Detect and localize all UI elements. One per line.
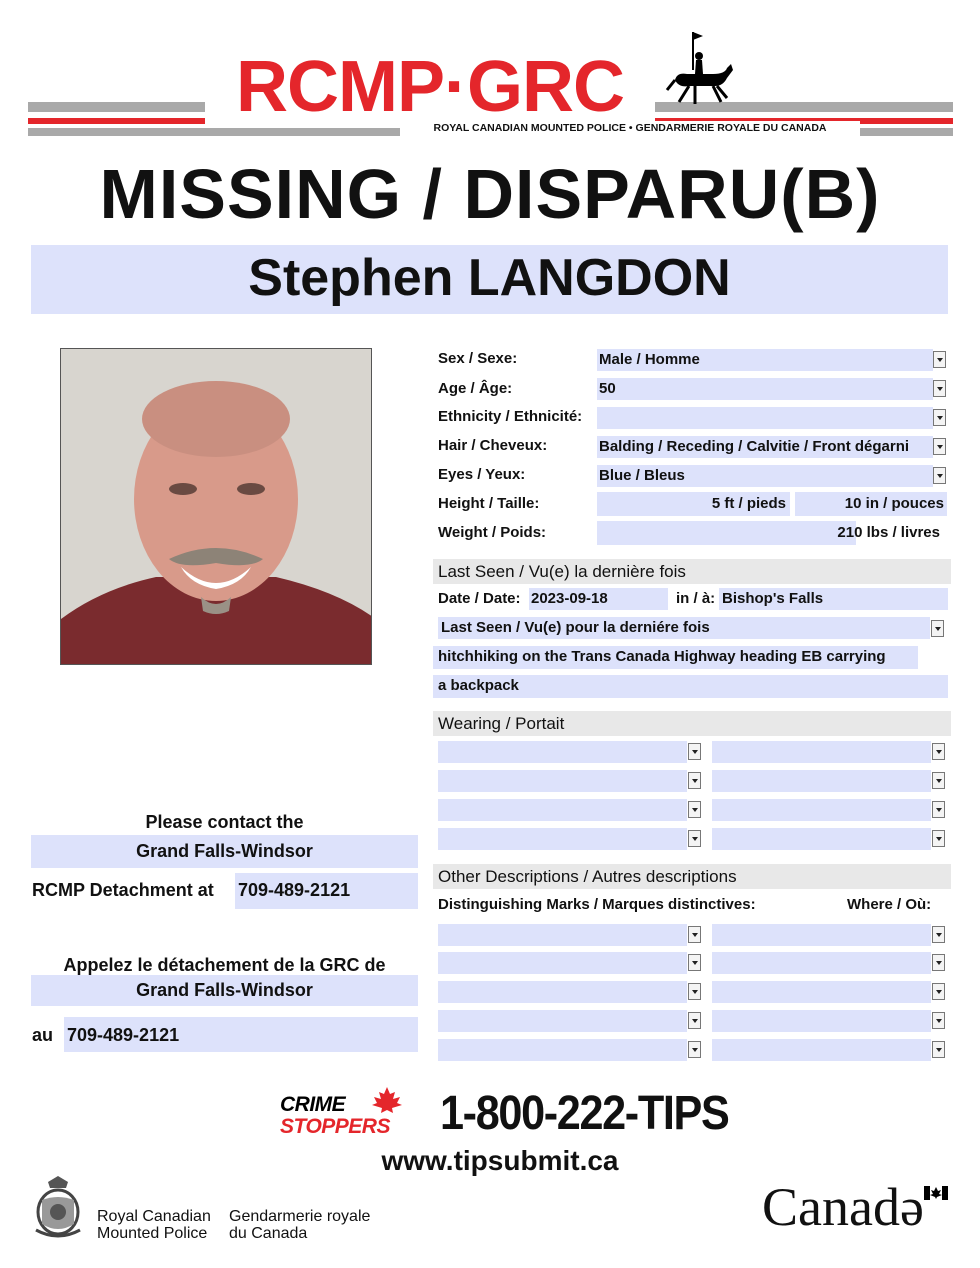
height-label: Height / Taille:	[438, 495, 540, 512]
hair-value: Balding / Receding / Calvitie / Front dégarni	[599, 438, 910, 455]
wearing-field-2b[interactable]	[712, 770, 931, 792]
marks-field-3[interactable]	[438, 981, 687, 1003]
ethnicity-dropdown-icon[interactable]	[933, 409, 946, 426]
wearing-field-2a[interactable]	[438, 770, 687, 792]
wearing-dropdown-3b-icon[interactable]	[932, 801, 945, 818]
marks-dropdown-3-icon[interactable]	[688, 983, 701, 1000]
contact-phone-fr: 709-489-2121	[67, 1025, 180, 1045]
where-dropdown-5-icon[interactable]	[932, 1041, 945, 1058]
other-heading: Other Descriptions / Autres descriptions	[438, 867, 737, 886]
eyes-value: Blue / Bleus	[599, 467, 685, 484]
wearing-dropdown-4a-icon[interactable]	[688, 830, 701, 847]
description-line-1[interactable]	[433, 646, 918, 669]
age-field[interactable]	[597, 378, 933, 400]
footer-en-line-1: Royal Canadian	[97, 1208, 211, 1225]
missing-person-name: Stephen LANGDON	[248, 249, 731, 307]
ethnicity-label: Ethnicity / Ethnicité:	[438, 408, 583, 425]
hair-field[interactable]	[597, 436, 933, 458]
marks-dropdown-2-icon[interactable]	[688, 954, 701, 971]
date-label: Date / Date:	[438, 590, 521, 607]
marks-dropdown-1-icon[interactable]	[688, 926, 701, 943]
wearing-dropdown-2a-icon[interactable]	[688, 772, 701, 789]
wearing-field-1b[interactable]	[712, 741, 931, 763]
wearing-field-1a[interactable]	[438, 741, 687, 763]
in-label: in / à:	[676, 590, 716, 607]
au-label: au	[32, 1025, 54, 1045]
marks-field-1[interactable]	[438, 924, 687, 946]
description-line-1-text: hitchhiking on the Trans Canada Highway heading EB carrying	[438, 648, 886, 665]
rcmp-crest-icon	[32, 1176, 84, 1242]
wearing-dropdown-2b-icon[interactable]	[932, 772, 945, 789]
page-title: MISSING / DISPARU(B)	[99, 155, 881, 233]
eyes-dropdown-icon[interactable]	[933, 467, 946, 484]
last-seen-dropdown-icon[interactable]	[931, 620, 944, 637]
wearing-dropdown-1b-icon[interactable]	[932, 743, 945, 760]
contact-phone: 709-489-2121	[238, 880, 351, 900]
wearing-dropdown-4b-icon[interactable]	[932, 830, 945, 847]
wearing-heading: Wearing / Portait	[438, 714, 565, 733]
height-in-field[interactable]	[795, 492, 947, 516]
where-dropdown-3-icon[interactable]	[932, 983, 945, 1000]
wearing-dropdown-3a-icon[interactable]	[688, 801, 701, 818]
hair-dropdown-icon[interactable]	[933, 438, 946, 455]
last-seen-heading: Last Seen / Vu(e) la dernière fois	[438, 562, 686, 581]
sex-field[interactable]	[597, 349, 933, 371]
where-field-4[interactable]	[712, 1010, 931, 1032]
detachment-name-fr: Grand Falls-Windsor	[136, 980, 313, 1000]
wearing-dropdown-1a-icon[interactable]	[688, 743, 701, 760]
location-field[interactable]	[719, 588, 948, 610]
eyes-field[interactable]	[597, 465, 933, 487]
marks-dropdown-4-icon[interactable]	[688, 1012, 701, 1029]
hair-label: Hair / Cheveux:	[438, 437, 548, 454]
where-field-3[interactable]	[712, 981, 931, 1003]
ethnicity-field[interactable]	[597, 407, 933, 429]
horse-rider-icon	[665, 28, 737, 110]
marks-field-4[interactable]	[438, 1010, 687, 1032]
crime-text: CRIME	[280, 1093, 346, 1116]
canada-flag-icon	[924, 1186, 948, 1200]
weight-value: 210 lbs / livres	[837, 524, 940, 541]
height-ft-value: 5 ft / pieds	[711, 495, 786, 512]
where-field-1[interactable]	[712, 924, 931, 946]
where-dropdown-2-icon[interactable]	[932, 954, 945, 971]
age-label: Age / Âge:	[438, 380, 513, 397]
where-label: Where / Où:	[847, 896, 932, 913]
footer-fr-line-1: Gendarmerie royale	[229, 1208, 371, 1225]
wearing-field-3b[interactable]	[712, 799, 931, 821]
stoppers-text: STOPPERS	[280, 1115, 390, 1138]
eyes-label: Eyes / Yeux:	[438, 466, 526, 483]
maple-leaf-icon	[370, 1086, 404, 1114]
where-dropdown-4-icon[interactable]	[932, 1012, 945, 1029]
contact-intro-fr: Appelez le détachement de la GRC de	[63, 955, 386, 975]
wearing-field-4a[interactable]	[438, 828, 687, 850]
description-line-2[interactable]	[433, 675, 948, 698]
marks-label: Distinguishing Marks / Marques distinctives:	[438, 896, 756, 913]
location-value: Bishop's Falls	[722, 590, 824, 607]
header-subtitle: ROYAL CANADIAN MOUNTED POLICE • GENDARMERIE ROYALE DU CANADA	[433, 122, 827, 134]
marks-dropdown-5-icon[interactable]	[688, 1041, 701, 1058]
last-seen-select-value: Last Seen / Vu(e) pour la derniére fois	[441, 619, 710, 636]
detachment-name: Grand Falls-Windsor	[136, 841, 313, 861]
footer-fr	[229, 1208, 370, 1242]
height-ft-field[interactable]	[597, 492, 790, 516]
footer-en	[97, 1208, 211, 1242]
canada-wordmark: Canadə	[762, 1177, 924, 1237]
sex-dropdown-icon[interactable]	[933, 351, 946, 368]
where-field-2[interactable]	[712, 952, 931, 974]
sex-label: Sex / Sexe:	[438, 350, 518, 367]
age-value: 50	[599, 380, 616, 397]
marks-field-2[interactable]	[438, 952, 687, 974]
marks-field-5[interactable]	[438, 1039, 687, 1061]
person-photo-icon	[61, 349, 372, 665]
rcmp-grc-logo: RCMP·GRC	[205, 48, 655, 126]
wearing-field-4b[interactable]	[712, 828, 931, 850]
description-line-2-text: a backpack	[438, 677, 519, 694]
rcmp-detachment-label: RCMP Detachment at	[32, 880, 214, 900]
footer-fr-line-2: du Canada	[229, 1225, 308, 1242]
tipsubmit-url[interactable]: www.tipsubmit.ca	[381, 1145, 619, 1176]
date-field[interactable]	[529, 588, 668, 610]
footer-en-line-2: Mounted Police	[97, 1225, 208, 1242]
tips-phone[interactable]: 1-800-222-TIPS	[440, 1087, 729, 1140]
age-dropdown-icon[interactable]	[933, 380, 946, 397]
where-field-5[interactable]	[712, 1039, 931, 1061]
date-value: 2023-09-18	[531, 590, 608, 607]
weight-label: Weight / Poids:	[438, 524, 547, 541]
contact-intro: Please contact the	[145, 812, 304, 832]
wearing-field-3a[interactable]	[438, 799, 687, 821]
sex-value: Male / Homme	[599, 351, 700, 368]
person-photo	[60, 348, 372, 665]
where-dropdown-1-icon[interactable]	[932, 926, 945, 943]
last-seen-select[interactable]	[438, 617, 930, 639]
height-in-value: 10 in / pouces	[844, 495, 944, 512]
